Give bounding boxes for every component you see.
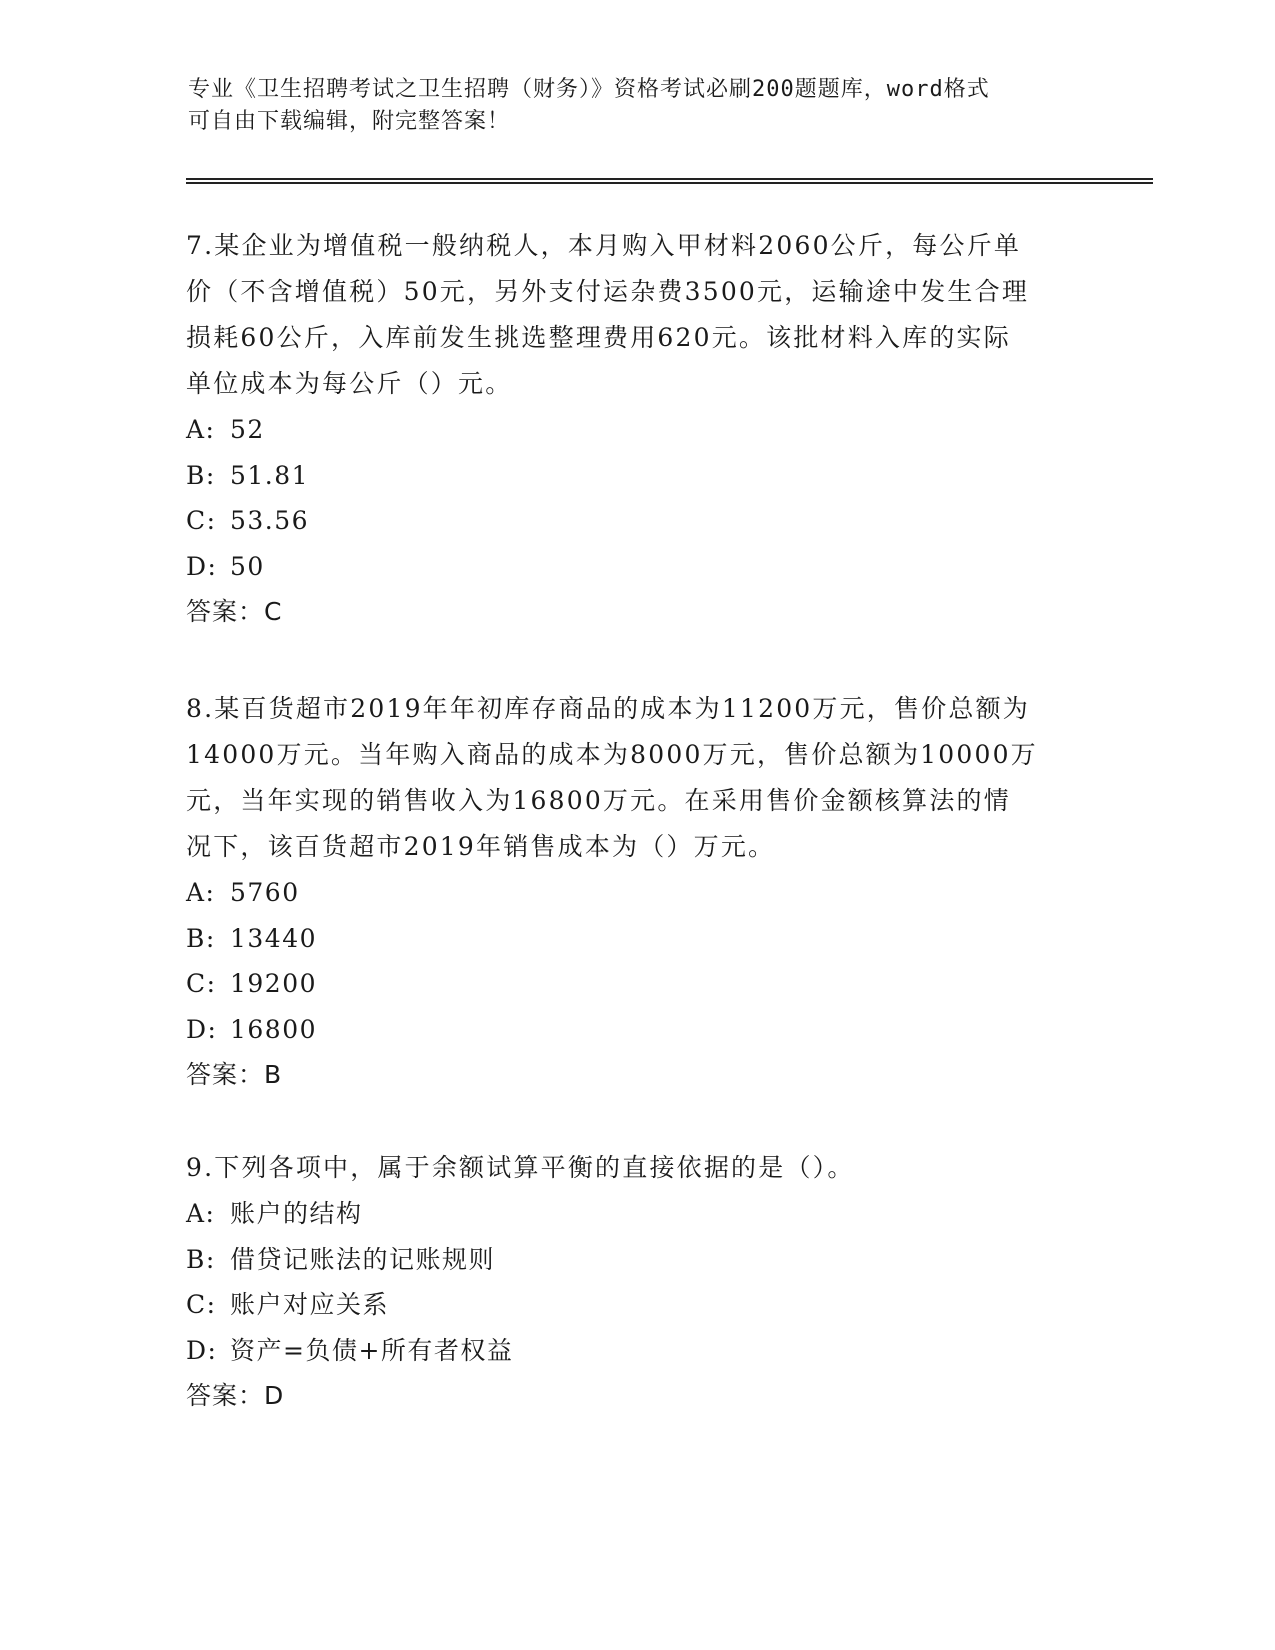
option-key: A:	[186, 878, 216, 907]
option-c	[186, 961, 1086, 1007]
option-key: D:	[186, 551, 218, 581]
option-key: B:	[186, 460, 216, 490]
option-a	[186, 1191, 1086, 1237]
stem-line: 14000万元。当年购入商品的成本为8000万元，售价总额为10000万	[186, 740, 1038, 769]
option-text: 19200	[230, 969, 318, 998]
question-7	[186, 223, 1086, 634]
header-divider	[186, 178, 1153, 184]
option-text: 51.81	[230, 460, 310, 490]
stem-line: 况下，该百货超市2019年销售成本为（）万元。	[186, 832, 776, 861]
option-key: B:	[186, 1244, 216, 1274]
question-stem	[186, 223, 1086, 407]
question-8	[186, 686, 1086, 1097]
option-text: 13440	[230, 923, 318, 953]
option-key: D:	[186, 1335, 218, 1365]
option-key: D:	[186, 1014, 218, 1044]
option-text: 53.56	[230, 506, 310, 535]
question-stem	[186, 686, 1086, 870]
stem-line: 损耗60公斤，入库前发生挑选整理费用620元。该批材料入库的实际	[186, 323, 1011, 352]
option-key: A:	[186, 1199, 216, 1228]
option-text: 5760	[230, 878, 300, 907]
option-c	[186, 1282, 1086, 1328]
question-9	[186, 1145, 1086, 1418]
stem-line: 单位成本为每公斤（）元。	[186, 369, 513, 398]
option-b	[186, 916, 1086, 962]
option-key: B:	[186, 923, 216, 953]
option-text: 账户的结构	[230, 1199, 363, 1228]
option-d	[186, 1007, 1086, 1053]
option-d	[186, 544, 1086, 590]
stem-line: 元，当年实现的销售收入为16800万元。在采用售价金额核算法的情	[186, 786, 1011, 815]
option-text: 16800	[230, 1014, 318, 1044]
option-text: 账户对应关系	[230, 1290, 390, 1319]
answer: 答案：B	[186, 1060, 283, 1089]
option-text: 借贷记账法的记账规则	[230, 1244, 496, 1274]
option-key: C:	[186, 969, 217, 998]
answer: 答案：C	[186, 597, 283, 626]
option-text: 50	[230, 551, 265, 581]
option-d	[186, 1328, 1086, 1374]
document-header	[188, 74, 1068, 138]
option-text: 52	[230, 415, 265, 444]
stem-line: 价（不含增值税）50元，另外支付运杂费3500元，运输途中发生合理	[186, 277, 1030, 306]
header-line: 专业《卫生招聘考试之卫生招聘（财务）》资格考试必刷200题题库，word格式	[188, 77, 990, 102]
stem-line: 7.某企业为增值税一般纳税人，本月购入甲材料2060公斤，每公斤单	[186, 231, 1022, 260]
option-key: A:	[186, 415, 216, 444]
question-stem	[186, 1145, 1086, 1191]
option-a	[186, 870, 1086, 916]
option-a	[186, 407, 1086, 453]
option-key: C:	[186, 1290, 217, 1319]
stem-line: 8.某百货超市2019年年初库存商品的成本为11200万元，售价总额为	[186, 694, 1031, 723]
option-b	[186, 1237, 1086, 1283]
header-line: 可自由下载编辑，附完整答案！	[188, 109, 511, 134]
option-text: 资产=负债+所有者权益	[230, 1335, 514, 1365]
option-c	[186, 498, 1086, 544]
answer: 答案：D	[186, 1381, 285, 1410]
option-b	[186, 453, 1086, 499]
stem-line: 9.下列各项中，属于余额试算平衡的直接依据的是（）。	[186, 1153, 855, 1182]
option-key: C:	[186, 506, 217, 535]
